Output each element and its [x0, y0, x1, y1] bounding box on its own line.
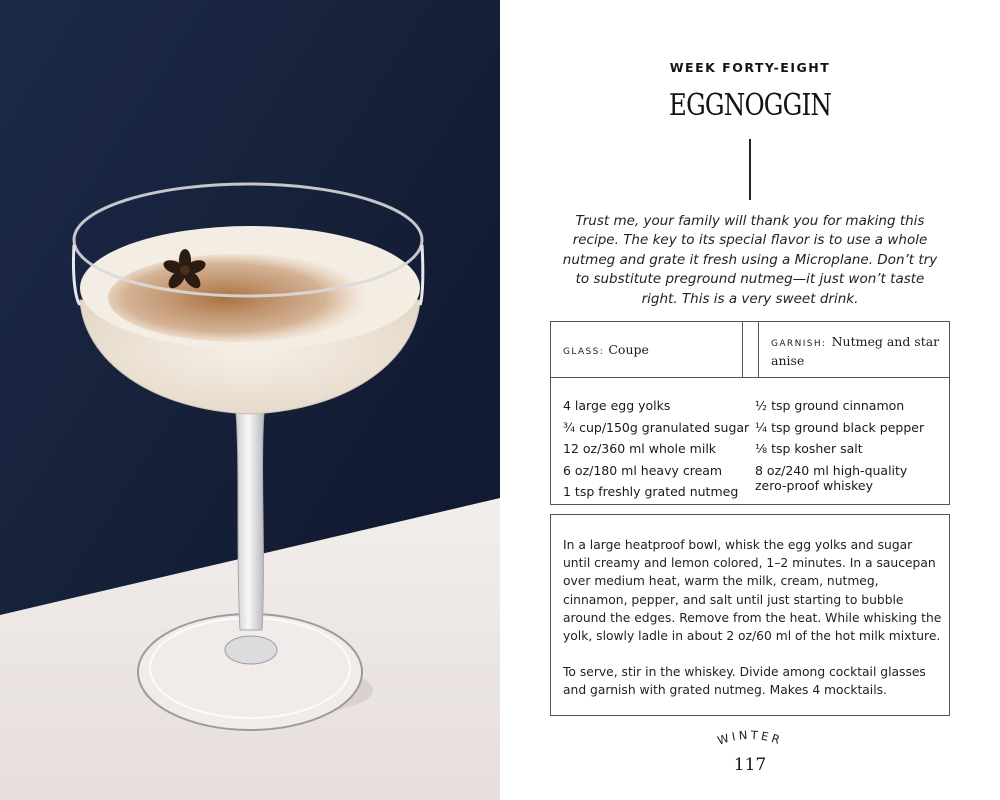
ingredient-item: 1 tsp freshly grated nutmeg: [563, 484, 739, 500]
ingredient-item: ⅛ tsp kosher salt: [755, 441, 863, 457]
glass-label: GLASS:: [563, 347, 605, 357]
garnish-label: GARNISH:: [771, 339, 827, 349]
glass-garnish-box: [550, 321, 950, 378]
glass-info: [563, 342, 649, 358]
ingredient-item: ¼ tsp ground black pepper: [755, 419, 925, 435]
ingredient-item: 8 oz/240 ml high-quality zero-proof whiskey: [755, 462, 908, 494]
svg-text:WINTER: [716, 728, 785, 748]
direction-paragraph: In a large heatproof bowl, whisk the egg yolks and sugar until creamy and lemon colored, 1–2 minutes. In a saucepan over medium heat, warm the milk, cream, nutmeg, cinnamon, pepper, and salt until just starting to bubble around the edges. Remove from the heat. While whisking the yolk, slowly ladle in about 2 oz/60 ml of the hot milk mixture.: [563, 538, 942, 644]
page-number: 117: [733, 755, 767, 775]
week-label: WEEK FORTY-EIGHT: [669, 60, 831, 75]
ingredients-right: [755, 395, 940, 494]
section-name: WINTER: [715, 727, 785, 748]
directions: [563, 536, 943, 718]
garnish-info: [771, 333, 941, 368]
box-divider-left: [742, 322, 743, 377]
garnish-value: Nutmeg and star anise: [771, 334, 940, 368]
section-label: [500, 718, 1000, 752]
ingredient-item: ½ tsp ground cinnamon: [755, 398, 905, 413]
ingredient-item: 12 oz/360 ml whole milk: [563, 441, 717, 457]
ingredients-box: [550, 377, 950, 505]
box-divider-right: [758, 322, 759, 377]
recipe-page: [500, 0, 1000, 800]
ingredient-item: ¾ cup/150g granulated sugar: [563, 419, 750, 435]
glass-value: Coupe: [608, 342, 649, 357]
ingredient-item: 6 oz/180 ml heavy cream: [563, 462, 723, 478]
recipe-title: EGGNOGGIN: [668, 88, 832, 123]
ingredient-item: 4 large egg yolks: [563, 398, 671, 413]
ingredients-left: [563, 395, 749, 503]
direction-paragraph: To serve, stir in the whiskey. Divide among cocktail glasses and garnish with grated nutmeg. Makes 4 mocktails.: [563, 665, 926, 698]
recipe-intro: Trust me, your family will thank you for making this recipe. The key to its special flavor is to use a whole nutmeg and grate it fresh using a Microplane. Don’t try to substitute preground nutmeg—it just won’t taste right. This is a very sweet drink.: [562, 213, 938, 307]
directions-box: [550, 514, 950, 716]
title-divider: [749, 139, 751, 200]
